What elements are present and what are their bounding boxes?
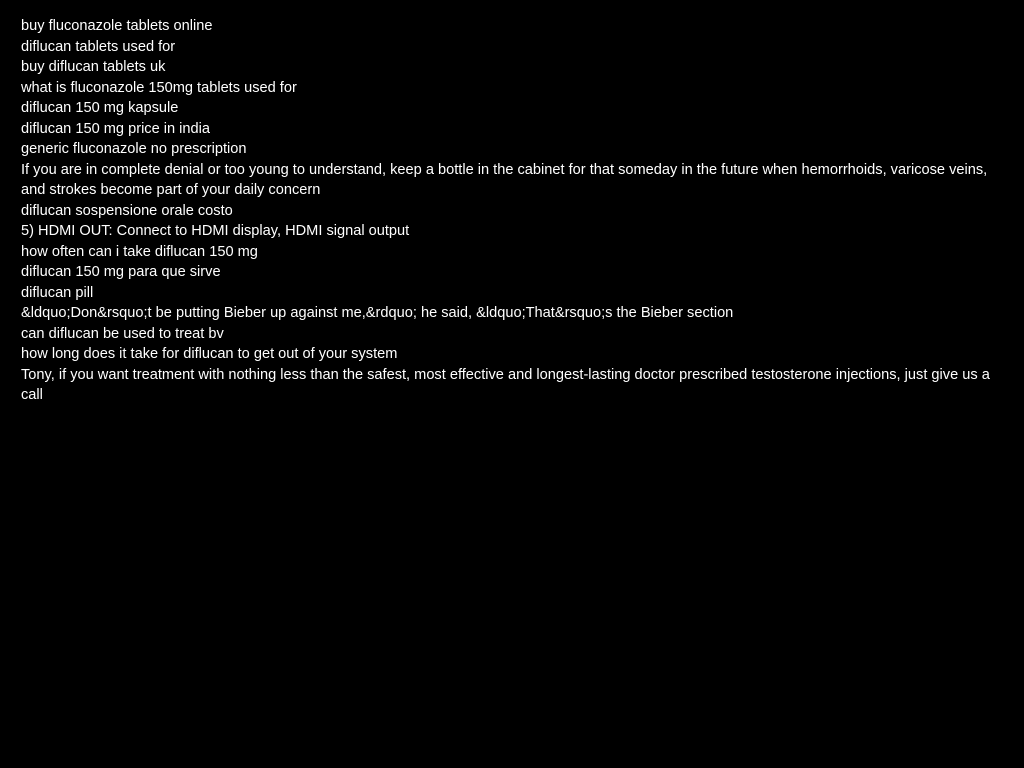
text-line: diflucan 150 mg kapsule [21, 100, 179, 116]
text-paragraph: If you are in complete denial or too young to understand, keep a bottle in the cabinet for that someday in the future when hemorrhoids, varicose veins, and strokes become part of your daily concern [21, 161, 988, 198]
text-line: buy diflucan tablets uk [21, 59, 166, 75]
text-line: diflucan 150 mg price in india [21, 120, 211, 137]
text-line: buy fluconazole tablets online [21, 18, 213, 34]
text-line: how long does it take for diflucan to get out of your system [21, 346, 398, 362]
text-line: how often can i take diflucan 150 mg [21, 243, 258, 260]
text-line: 5) HDMI OUT: Connect to HDMI display, HDMI signal output [21, 223, 410, 239]
text-line: can diflucan be used to treat bv [21, 325, 224, 342]
text-paragraph: Tony, if you want treatment with nothing less than the safest, most effective and longest-lasting doctor prescribed testosterone injections, just give us a call [21, 366, 990, 403]
text-line: diflucan sospensione orale costo [21, 202, 233, 219]
text-line: diflucan 150 mg para que sirve [21, 264, 221, 280]
text-list [21, 16, 1003, 406]
text-line: generic fluconazole no prescription [21, 141, 247, 157]
text-line: what is fluconazole 150mg tablets used for [21, 79, 297, 96]
text-line: &ldquo;Don&rsquo;t be putting Bieber up against me,&rdquo; he said, &ldquo;That&rsquo;s the Bieber section [21, 305, 734, 321]
text-line: diflucan tablets used for [21, 38, 176, 55]
text-line: diflucan pill [21, 284, 94, 301]
